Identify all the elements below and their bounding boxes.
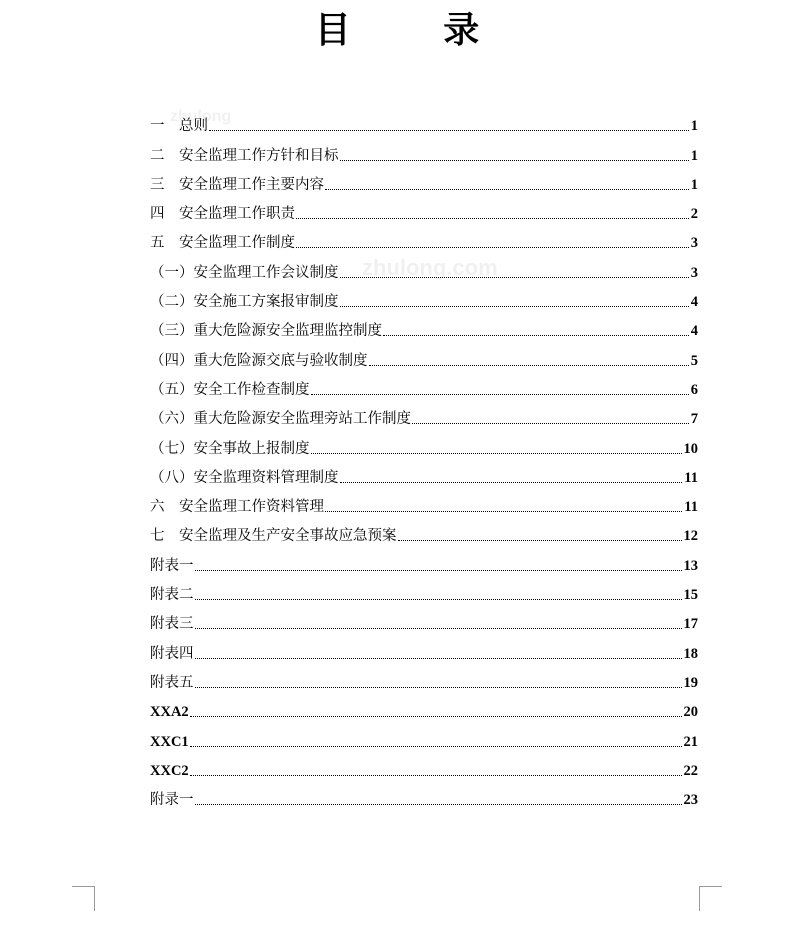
toc-entry[interactable] bbox=[150, 516, 698, 545]
toc-entry-label: 附录一 bbox=[150, 792, 194, 809]
toc-entry-page: 17 bbox=[683, 616, 698, 633]
toc-entry-label: （四）重大危险源交底与验收制度 bbox=[150, 352, 368, 369]
toc-entry-page: 5 bbox=[690, 352, 698, 369]
toc-entry[interactable] bbox=[150, 282, 698, 311]
page-title: 目 录 bbox=[314, 10, 520, 51]
toc-entry-page: 7 bbox=[690, 411, 698, 428]
page-corner-mark-left bbox=[72, 886, 95, 911]
toc-leader-dots bbox=[383, 335, 689, 336]
toc-entry-page: 22 bbox=[683, 762, 698, 779]
toc-entry-label: 二 安全监理工作方针和目标 bbox=[150, 147, 339, 164]
toc-leader-dots bbox=[190, 775, 682, 776]
toc-entry-page: 2 bbox=[690, 206, 698, 223]
toc-leader-dots bbox=[195, 599, 682, 600]
toc-entry-page: 3 bbox=[690, 235, 698, 252]
toc-leader-dots bbox=[296, 247, 689, 248]
toc-leader-dots bbox=[340, 160, 689, 161]
toc-entry-label: （五）安全工作检查制度 bbox=[150, 381, 310, 398]
toc-entry-label: 四 安全监理工作职责 bbox=[150, 206, 295, 223]
toc-entry-page: 4 bbox=[690, 323, 698, 340]
page-corner-mark-right bbox=[699, 886, 722, 911]
watermark: zhulong bbox=[170, 108, 232, 125]
toc-entry-label: （三）重大危险源安全监理监控制度 bbox=[150, 323, 382, 340]
toc-entry[interactable] bbox=[150, 252, 698, 281]
toc-entry[interactable] bbox=[150, 663, 698, 692]
toc-leader-dots bbox=[195, 687, 682, 688]
toc-entry[interactable] bbox=[150, 545, 698, 574]
toc-entry-page: 11 bbox=[684, 469, 698, 486]
toc-entry-label: （七）安全事故上报制度 bbox=[150, 440, 310, 457]
toc-entry-label: （八）安全监理资料管理制度 bbox=[150, 469, 339, 486]
toc-entry-label: XXA2 bbox=[150, 704, 189, 721]
toc-entry-page: 1 bbox=[690, 176, 698, 193]
toc-entry-page: 10 bbox=[683, 440, 698, 457]
toc-entry-label: 附表二 bbox=[150, 587, 194, 604]
toc-entry-label: （一）安全监理工作会议制度 bbox=[150, 264, 339, 281]
toc-entry-label: 附表一 bbox=[150, 557, 194, 574]
toc-entry-page: 18 bbox=[683, 645, 698, 662]
toc-entry-label: XXC2 bbox=[150, 762, 189, 779]
toc-leader-dots bbox=[209, 130, 689, 131]
toc-entry[interactable] bbox=[150, 487, 698, 516]
toc-entry-label: XXC1 bbox=[150, 733, 189, 750]
toc-entry-page: 20 bbox=[683, 704, 698, 721]
toc-entry-page: 1 bbox=[690, 147, 698, 164]
toc-entry-label: 一 总则 bbox=[150, 118, 208, 135]
table-of-contents bbox=[150, 106, 698, 809]
toc-leader-dots bbox=[190, 746, 682, 747]
toc-leader-dots bbox=[195, 658, 682, 659]
toc-leader-dots bbox=[325, 511, 682, 512]
toc-leader-dots bbox=[195, 628, 682, 629]
toc-entry[interactable] bbox=[150, 165, 698, 194]
toc-leader-dots bbox=[369, 365, 689, 366]
toc-entry-page: 15 bbox=[683, 587, 698, 604]
toc-entry-page: 13 bbox=[683, 557, 698, 574]
toc-entry-label: 附表四 bbox=[150, 645, 194, 662]
toc-entry[interactable] bbox=[150, 106, 698, 135]
toc-entry[interactable] bbox=[150, 633, 698, 662]
toc-entry-page: 19 bbox=[683, 674, 698, 691]
toc-entry-page: 6 bbox=[690, 381, 698, 398]
toc-entry-label: 附表五 bbox=[150, 674, 194, 691]
toc-entry-label: 三 安全监理工作主要内容 bbox=[150, 176, 324, 193]
toc-entry[interactable] bbox=[150, 751, 698, 780]
toc-leader-dots bbox=[412, 423, 689, 424]
toc-leader-dots bbox=[195, 804, 682, 805]
toc-leader-dots bbox=[340, 306, 689, 307]
toc-entry[interactable] bbox=[150, 223, 698, 252]
toc-entry-label: 六 安全监理工作资料管理 bbox=[150, 499, 324, 516]
toc-entry-page: 4 bbox=[690, 294, 698, 311]
toc-leader-dots bbox=[311, 453, 682, 454]
toc-leader-dots bbox=[296, 218, 689, 219]
toc-entry[interactable] bbox=[150, 780, 698, 809]
toc-entry-label: 附表三 bbox=[150, 616, 194, 633]
toc-entry[interactable] bbox=[150, 399, 698, 428]
toc-entry-page: 3 bbox=[690, 264, 698, 281]
toc-leader-dots bbox=[398, 540, 682, 541]
toc-entry-page: 21 bbox=[683, 733, 698, 750]
toc-leader-dots bbox=[340, 277, 689, 278]
toc-leader-dots bbox=[195, 570, 682, 571]
toc-entry[interactable] bbox=[150, 575, 698, 604]
toc-leader-dots bbox=[340, 482, 683, 483]
toc-entry-label: 五 安全监理工作制度 bbox=[150, 235, 295, 252]
toc-entry[interactable] bbox=[150, 311, 698, 340]
toc-entry[interactable] bbox=[150, 370, 698, 399]
toc-entry[interactable] bbox=[150, 604, 698, 633]
toc-entry[interactable] bbox=[150, 458, 698, 487]
toc-entry-label: （六）重大危险源安全监理旁站工作制度 bbox=[150, 411, 411, 428]
toc-entry[interactable] bbox=[150, 721, 698, 750]
toc-entry[interactable] bbox=[150, 428, 698, 457]
toc-entry[interactable] bbox=[150, 340, 698, 369]
toc-entry-page: 23 bbox=[683, 792, 698, 809]
toc-entry[interactable] bbox=[150, 692, 698, 721]
toc-entry-page: 11 bbox=[684, 499, 698, 516]
toc-leader-dots bbox=[190, 716, 682, 717]
toc-entry-page: 1 bbox=[690, 118, 698, 135]
toc-entry[interactable] bbox=[150, 135, 698, 164]
toc-entry-page: 12 bbox=[683, 528, 698, 545]
watermark: zhulong.com bbox=[362, 255, 498, 280]
toc-entry[interactable] bbox=[150, 194, 698, 223]
toc-leader-dots bbox=[311, 394, 689, 395]
toc-entry-label: （二）安全施工方案报审制度 bbox=[150, 294, 339, 311]
toc-entry-label: 七 安全监理及生产安全事故应急预案 bbox=[150, 528, 397, 545]
toc-leader-dots bbox=[325, 189, 689, 190]
